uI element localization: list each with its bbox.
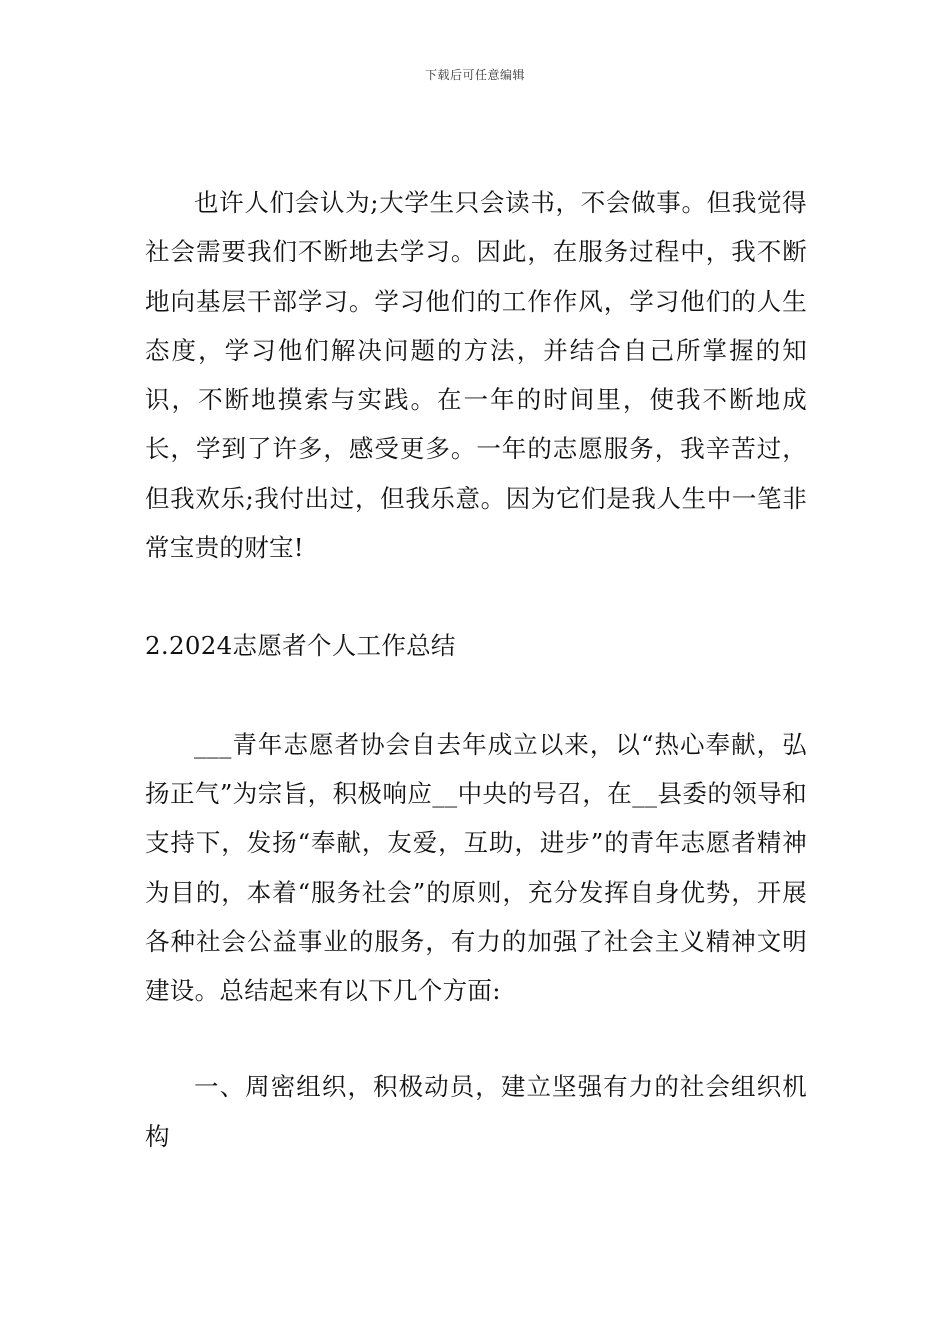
page-header: 下载后可任意编辑: [424, 68, 525, 82]
paragraph-spacer: [145, 671, 807, 720]
document-body: [145, 178, 807, 1161]
paragraph-point-one: 一、周密组织，积极动员，建立坚强有力的社会组织机构: [145, 1072, 807, 1151]
paragraph-spacer: [145, 572, 807, 621]
section-heading: 2.2024志愿者个人工作总结: [145, 631, 456, 661]
paragraph-intro: ___青年志愿者协会自去年成立以来，以“热心奉献，弘扬正气”为宗旨，积极响应__中央的号召，在__县委的领导和支持下，发扬“奉献，友爱，互助，进步”的青年志愿者精神为目的，本着“服务社会”的原则，充分发挥自身优势，开展各种社会公益事业的服务，有力的加强了社会主义精神文明建设。总结起来有以下几个方面:: [145, 729, 807, 1006]
paragraph-reflection: 也许人们会认为;大学生只会读书，不会做事。但我觉得社会需要我们不断地去学习。因此，在服务过程中，我不断地向基层干部学习。学习他们的工作作风，学习他们的人生态度，学习他们解决问题的方法，并结合自己所掌握的知识，不断地摸索与实践。在一年的时间里，使我不断地成长，学到了许多，感受更多。一年的志愿服务，我辛苦过，但我欢乐;我付出过，但我乐意。因为它们是我人生中一笔非常宝贵的财宝!: [145, 188, 807, 563]
paragraph-spacer: [145, 1015, 807, 1062]
